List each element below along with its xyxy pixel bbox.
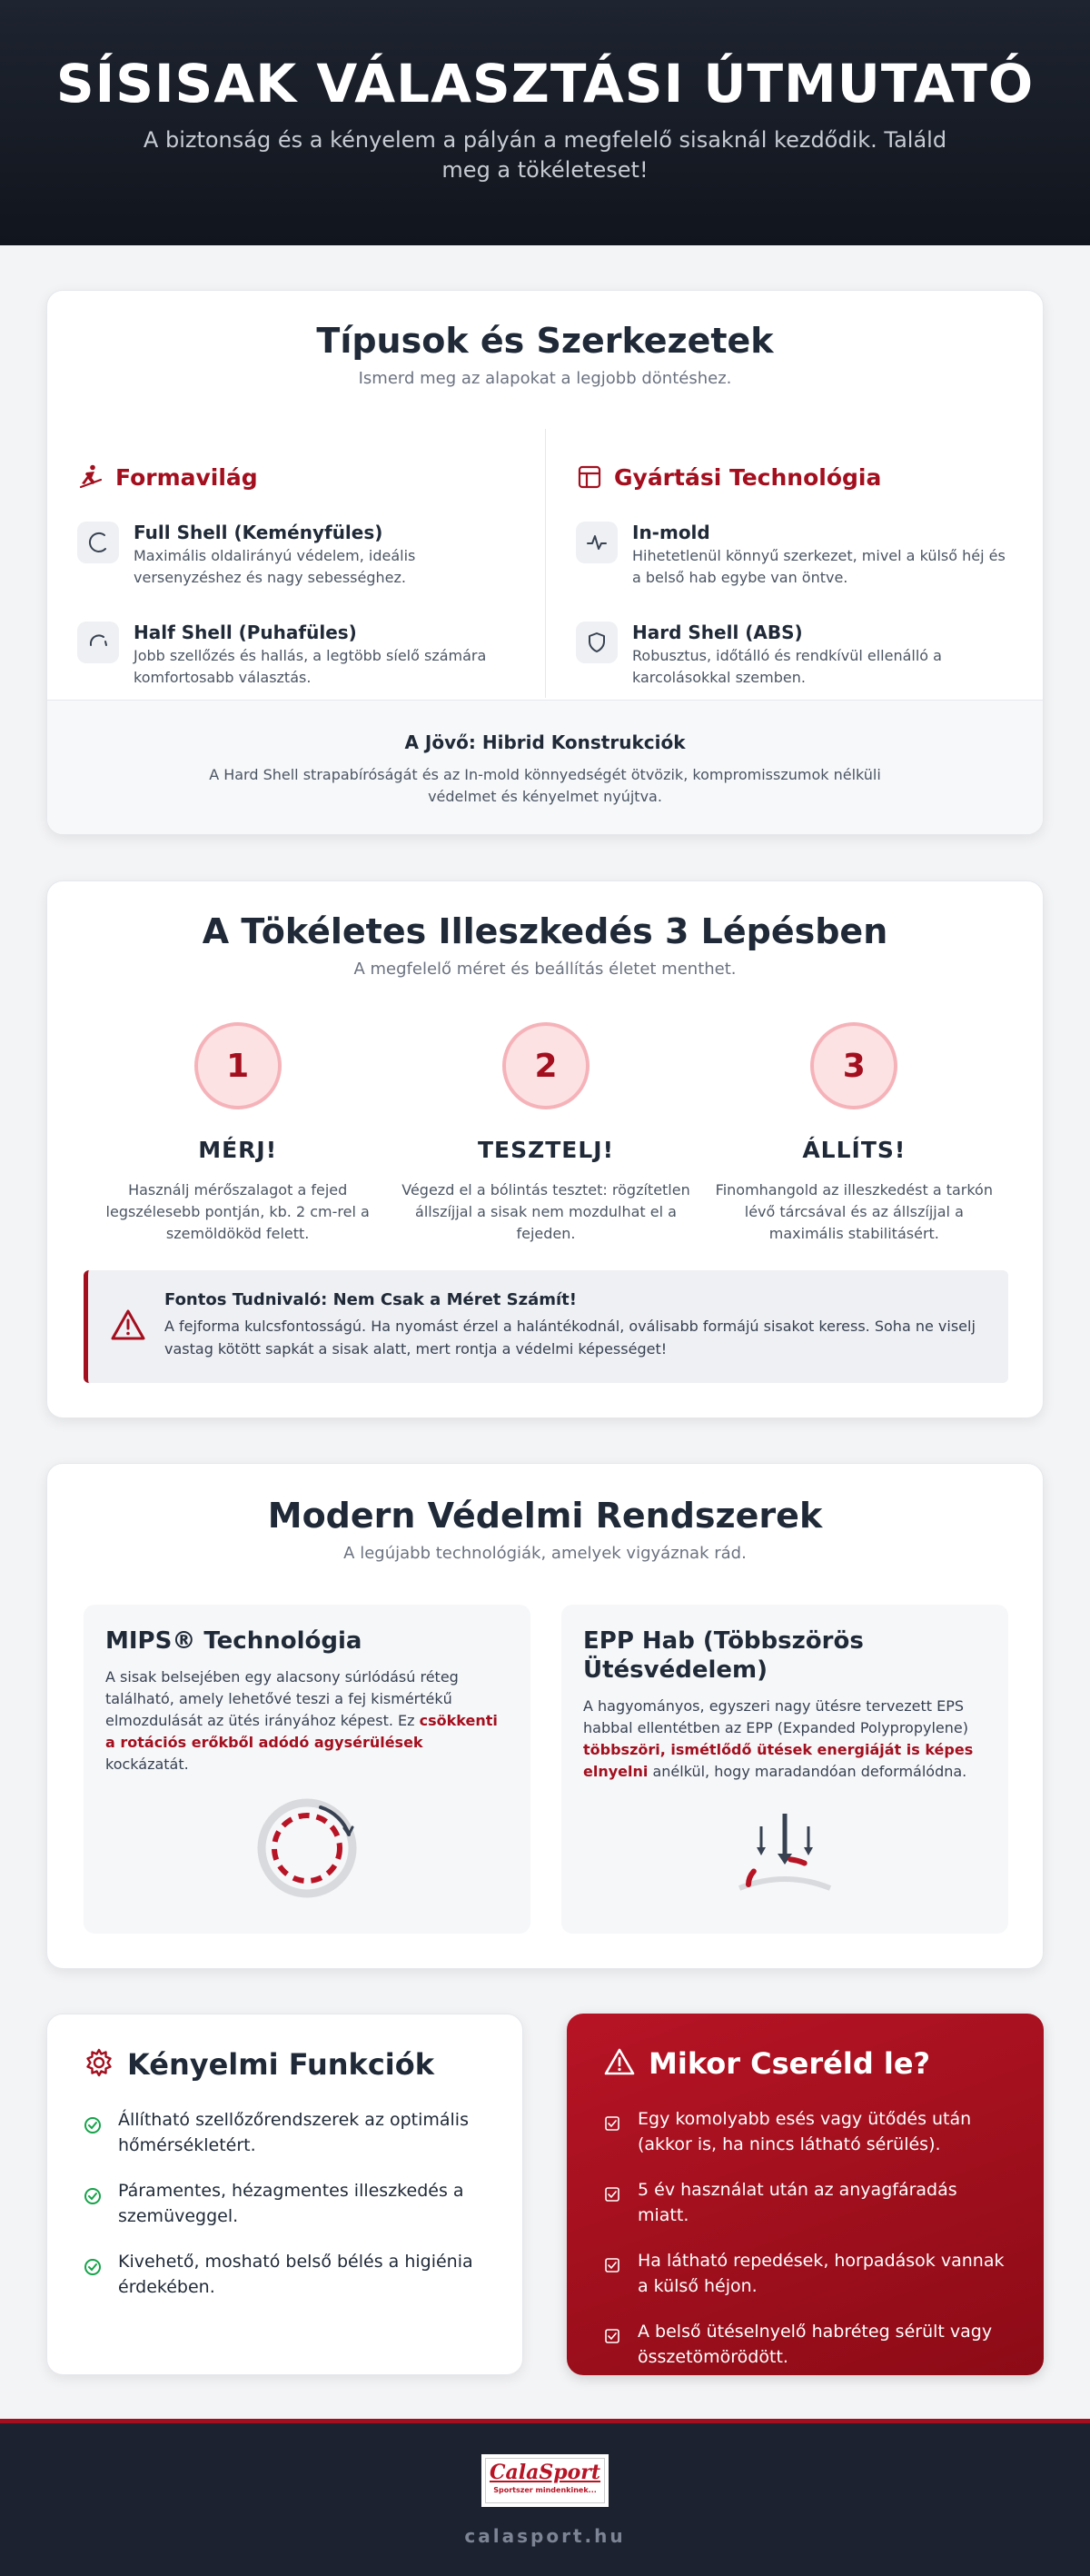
comfort-heading xyxy=(84,2047,490,2082)
list-item xyxy=(603,2319,1011,2370)
gear-icon xyxy=(84,2047,114,2082)
modern-title: Modern Védelmi Rendszerek xyxy=(267,1496,823,1536)
epp-title: EPP Hab (Többszörös Ütésvédelem) xyxy=(583,1627,864,1684)
step-1 xyxy=(84,1022,391,1245)
hybrid-desc: A Hard Shell strapabíróságát és az In-mold könnyedségét ötvözik, kompromisszumok nélküli védelmet és kényelmet nyújtva. xyxy=(209,766,881,805)
pulse-icon xyxy=(576,522,618,563)
list-item xyxy=(603,2106,1011,2157)
mips-desc: A sisak belsejében egy alacsony súrlódású réteg található, amely lehetővé teszi a fej kismértékű elmozdulását az ütés irányához képest. Ez csökkenti a rotációs erőkből adódó agysérülések kockázatát. xyxy=(105,1668,498,1773)
checkbox-icon xyxy=(603,2328,621,2344)
replace-heading xyxy=(603,2046,1011,2081)
step-title: ÁLLÍTS! xyxy=(802,1137,907,1163)
hybrid-box xyxy=(47,700,1043,835)
checkbox-icon xyxy=(603,2115,621,2132)
tech-column xyxy=(545,429,1043,698)
fit-title: A Tökéletes Illeszkedés 3 Lépésben xyxy=(202,911,888,951)
warning-desc: A fejforma kulcsfontosságú. Ha nyomást érzel a halántékodnál, oválisabb formájú sisakot keress. Soha ne viselj vastag kötött sapkát a sisak alatt, mert rontja a védelmi képességet! xyxy=(164,1318,976,1358)
calasport-logo[interactable] xyxy=(481,2454,609,2507)
feature-in-mold xyxy=(576,522,1016,589)
mips-card xyxy=(84,1605,530,1934)
footer-url-link[interactable]: calasport.hu xyxy=(464,2525,626,2547)
feature-desc: Maximális oldalirányú védelem, ideális versenyzéshez és nagy sebességhez. xyxy=(134,547,416,586)
epp-card xyxy=(561,1605,1008,1934)
mips-highlight: csökkenti a rotációs erőkből adódó agysérülések xyxy=(105,1712,498,1751)
types-subtitle: Ismerd meg az alapokat a legjobb döntéshez. xyxy=(358,369,732,388)
list-item-text: Állítható szellőzőrendszerek az optimális hőmérsékletért. xyxy=(118,2110,469,2155)
check-circle-icon xyxy=(84,2187,102,2205)
form-heading xyxy=(77,463,518,491)
list-item-text: Páramentes, hézagmentes illeszkedés a szemüveggel. xyxy=(118,2181,464,2226)
replace-card xyxy=(567,2014,1044,2375)
list-item xyxy=(603,2248,1011,2299)
page-title: SÍSISAK VÁLASZTÁSI ÚTMUTATÓ xyxy=(55,53,1035,114)
mips-title: MIPS® Technológia xyxy=(105,1627,362,1655)
epp-desc: A hagyományos, egyszeri nagy ütésre tervezett EPS habbal ellentétben az EPP (Expanded Polypropylene) többszöri, ismétlődő ütések energiáját is képes elnyelni anélkül, hogy maradandóan deformálódna. xyxy=(583,1697,974,1780)
replace-list xyxy=(603,2106,1011,2370)
tech-heading-label: Gyártási Technológia xyxy=(614,463,882,491)
step-desc: Végezd el a bólintás tesztet: rögzítetlen állszíjjal a sisak nem mozdulhat el a fejeden. xyxy=(401,1181,690,1242)
footer xyxy=(0,2419,1090,2576)
comfort-title: Kényelmi Funkciók xyxy=(127,2047,435,2082)
check-circle-icon xyxy=(84,2258,102,2276)
half-arc-icon xyxy=(77,622,119,663)
form-heading-label: Formavilág xyxy=(115,463,258,491)
step-3 xyxy=(700,1022,1008,1245)
replace-title: Mikor Cseréld le? xyxy=(649,2046,931,2081)
hero-header xyxy=(0,0,1090,245)
step-desc: Használj mérőszalagot a fejed legszélesebb pontján, kb. 2 cm-rel a szemöldököd felett. xyxy=(105,1181,370,1242)
skier-icon xyxy=(77,463,104,491)
comfort-card xyxy=(46,2014,523,2375)
modern-section xyxy=(46,1463,1044,1969)
impact-absorption-icon xyxy=(730,1806,839,1897)
tech-grid xyxy=(84,1605,1008,1934)
layout-icon xyxy=(576,463,603,491)
types-section xyxy=(46,290,1044,835)
step-title: TESZTELJ! xyxy=(477,1137,614,1163)
form-column xyxy=(47,429,545,698)
shield-icon xyxy=(576,622,618,663)
types-title: Típusok és Szerkezetek xyxy=(316,321,774,361)
fit-subtitle: A megfelelő méret és beállítás életet menthet. xyxy=(353,960,737,979)
feature-desc: Robusztus, időtálló és rendkívül ellenálló a karcolásokkal szemben. xyxy=(632,647,942,686)
page-subtitle: A biztonság és a kényelem a pályán a megfelelő sisaknál kezdődik. Találd meg a tökéleteset! xyxy=(143,127,947,183)
epp-highlight: többszöri, ismétlődő ütések energiáját is képes elnyelni xyxy=(583,1741,974,1780)
fit-section xyxy=(46,880,1044,1418)
warning-box xyxy=(84,1270,1008,1383)
logo-brand: CalaSport xyxy=(489,2461,601,2484)
comfort-list xyxy=(84,2107,490,2300)
list-item xyxy=(84,2249,490,2300)
step-desc: Finomhangold az illeszkedést a tarkón lévő tárcsával és az állszíjjal a maximális stabilitásért. xyxy=(715,1181,993,1242)
tech-heading xyxy=(576,463,1016,491)
checkbox-icon xyxy=(603,2186,621,2203)
feature-title: In-mold xyxy=(632,522,710,543)
list-item-text: Ha látható repedések, horpadások vannak a külső héjon. xyxy=(638,2251,1005,2296)
hybrid-title: A Jövő: Hibrid Konstrukciók xyxy=(404,731,686,753)
mips-rotation-icon xyxy=(253,1794,362,1903)
full-circle-arc-icon xyxy=(77,522,119,563)
step-number: 3 xyxy=(810,1022,897,1109)
feature-hard-shell xyxy=(576,622,1016,689)
list-item-text: Kivehető, mosható belső bélés a higiénia érdekében. xyxy=(118,2252,473,2297)
feature-desc: Jobb szellőzés és hallás, a legtöbb síelő számára komfortosabb választás. xyxy=(134,647,487,686)
step-title: MÉRJ! xyxy=(198,1137,278,1163)
list-item xyxy=(603,2177,1011,2228)
warning-icon xyxy=(603,2047,636,2080)
feature-full-shell xyxy=(77,522,518,589)
types-grid xyxy=(47,429,1043,698)
step-2 xyxy=(391,1022,699,1245)
list-item-text: A belső ütéselnyelő habréteg sérült vagy összetömörödött. xyxy=(638,2322,993,2367)
modern-subtitle: A legújabb technológiák, amelyek vigyáznak rád. xyxy=(343,1544,747,1563)
logo-tagline: Sportszer mindenkinek... xyxy=(493,2486,597,2494)
list-item xyxy=(84,2107,490,2158)
feature-desc: Hihetetlenül könnyű szerkezet, mivel a külső héj és a belső hab egybe van öntve. xyxy=(632,547,1006,586)
feature-title: Full Shell (Keményfüles) xyxy=(134,522,383,543)
warning-title: Fontos Tudnivaló: Nem Csak a Méret Számít! xyxy=(164,1290,577,1309)
warning-icon xyxy=(110,1308,146,1383)
checkbox-icon xyxy=(603,2257,621,2273)
step-number: 1 xyxy=(194,1022,282,1109)
check-circle-icon xyxy=(84,2116,102,2134)
list-item xyxy=(84,2178,490,2229)
feature-title: Hard Shell (ABS) xyxy=(632,622,803,643)
feature-title: Half Shell (Puhafüles) xyxy=(134,622,357,643)
steps-row xyxy=(84,1022,1008,1245)
list-item-text: 5 év használat után az anyagfáradás miatt. xyxy=(638,2180,957,2225)
step-number: 2 xyxy=(502,1022,590,1109)
feature-half-shell xyxy=(77,622,518,689)
list-item-text: Egy komolyabb esés vagy ütődés után (akkor is, ha nincs látható sérülés). xyxy=(638,2109,972,2154)
